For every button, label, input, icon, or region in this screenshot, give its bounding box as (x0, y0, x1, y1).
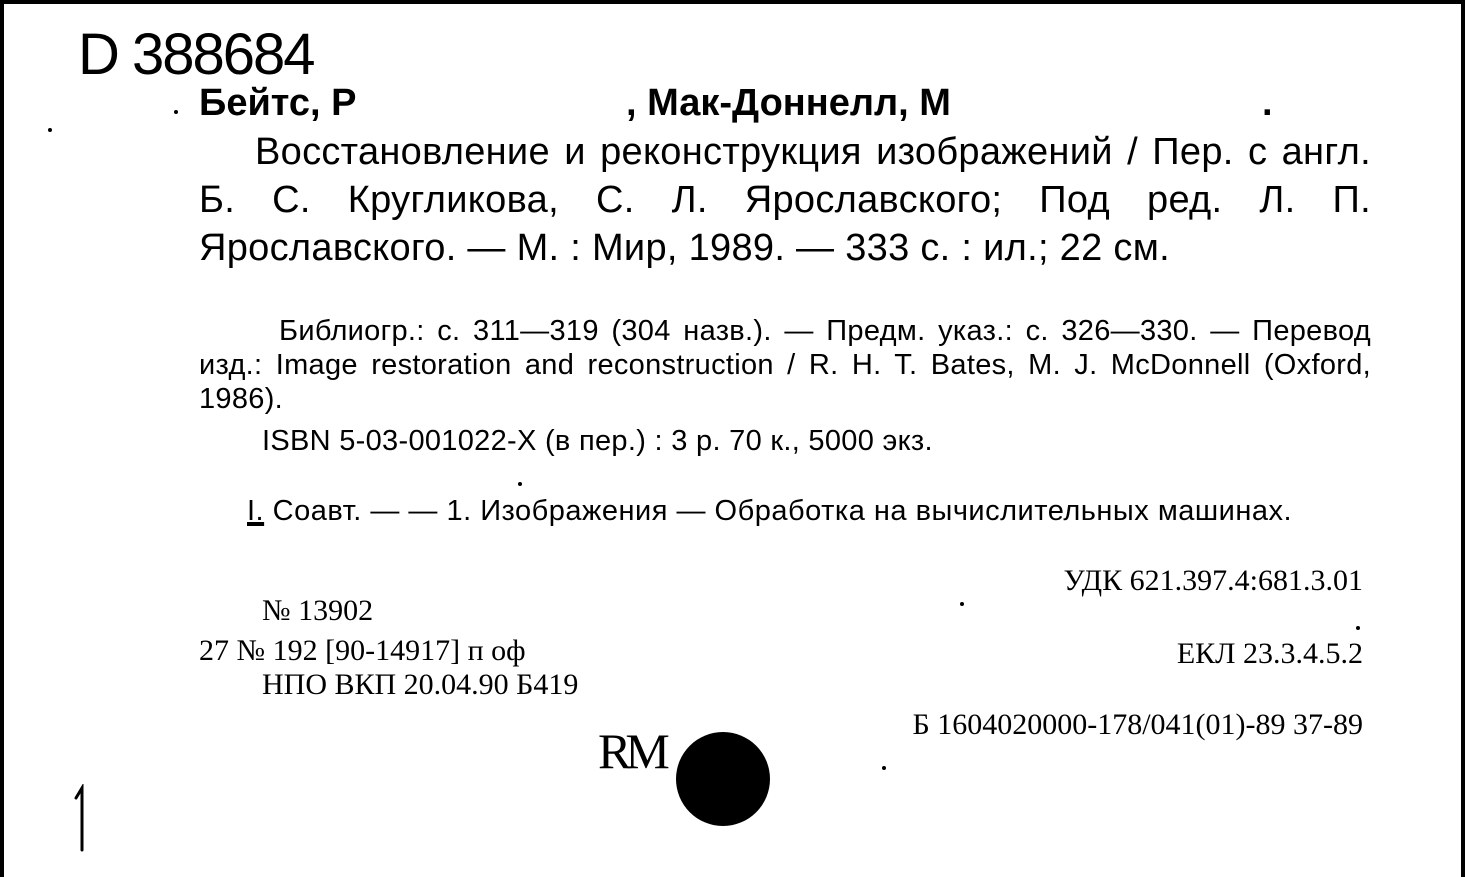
tracing-roman-numeral: I. (247, 495, 265, 527)
rm-stamp-mark: RM (598, 723, 664, 779)
registration-number: № 13902 (262, 594, 374, 627)
ink-speck (1356, 626, 1360, 630)
author-secondary: , Мак-Доннелл, М (626, 82, 951, 124)
bibliography-note: Библиогр.: с. 311—319 (304 назв.). — Предм. указ.: с. 326—330. — Перевод изд.: Image restoration and reconstruction / R. H. T. Bates, M. J. McDonnell (Oxford, 1986). (199, 315, 1371, 415)
authors-end-mark: . (1262, 82, 1273, 124)
black-dot-mark (676, 732, 770, 826)
udk-code: УДК 621.397.4:681.3.01 (1063, 564, 1363, 597)
shelfmark: D 388684 (78, 22, 314, 87)
ink-speck (882, 766, 886, 770)
catalog-code: Б 1604020000-178/041(01)-89 37-89 (912, 708, 1363, 741)
ekl-code: ЕКЛ 23.3.4.5.2 (1176, 637, 1363, 670)
isbn-line: ISBN 5-03-001022-X (в пер.) : 3 р. 70 к., 5000 экз. (262, 425, 933, 457)
title-statement: Восстановление и реконструкция изображений / Пер. с англ. Б. С. Кругликова, С. Л. Ярославского; Под ред. Л. П. Ярославского. — М. : Мир, 1989. — 333 с. : ил.; 22 см. (199, 131, 1371, 269)
printer-line: НПО ВКП 20.04.90 Б419 (262, 668, 579, 701)
subject-tracings (199, 494, 1371, 528)
ink-speck (518, 482, 522, 486)
tracing-text: Соавт. — — 1. Изображения — Обработка на вычислительных машинах. (264, 495, 1293, 527)
ink-speck (174, 110, 178, 114)
order-line: 27 № 192 [90-14917] п оф (199, 634, 526, 667)
ink-speck (960, 602, 964, 606)
ink-speck (48, 128, 52, 132)
author-primary: Бейтс, Р (199, 82, 357, 124)
handwritten-mark-icon (70, 784, 90, 854)
